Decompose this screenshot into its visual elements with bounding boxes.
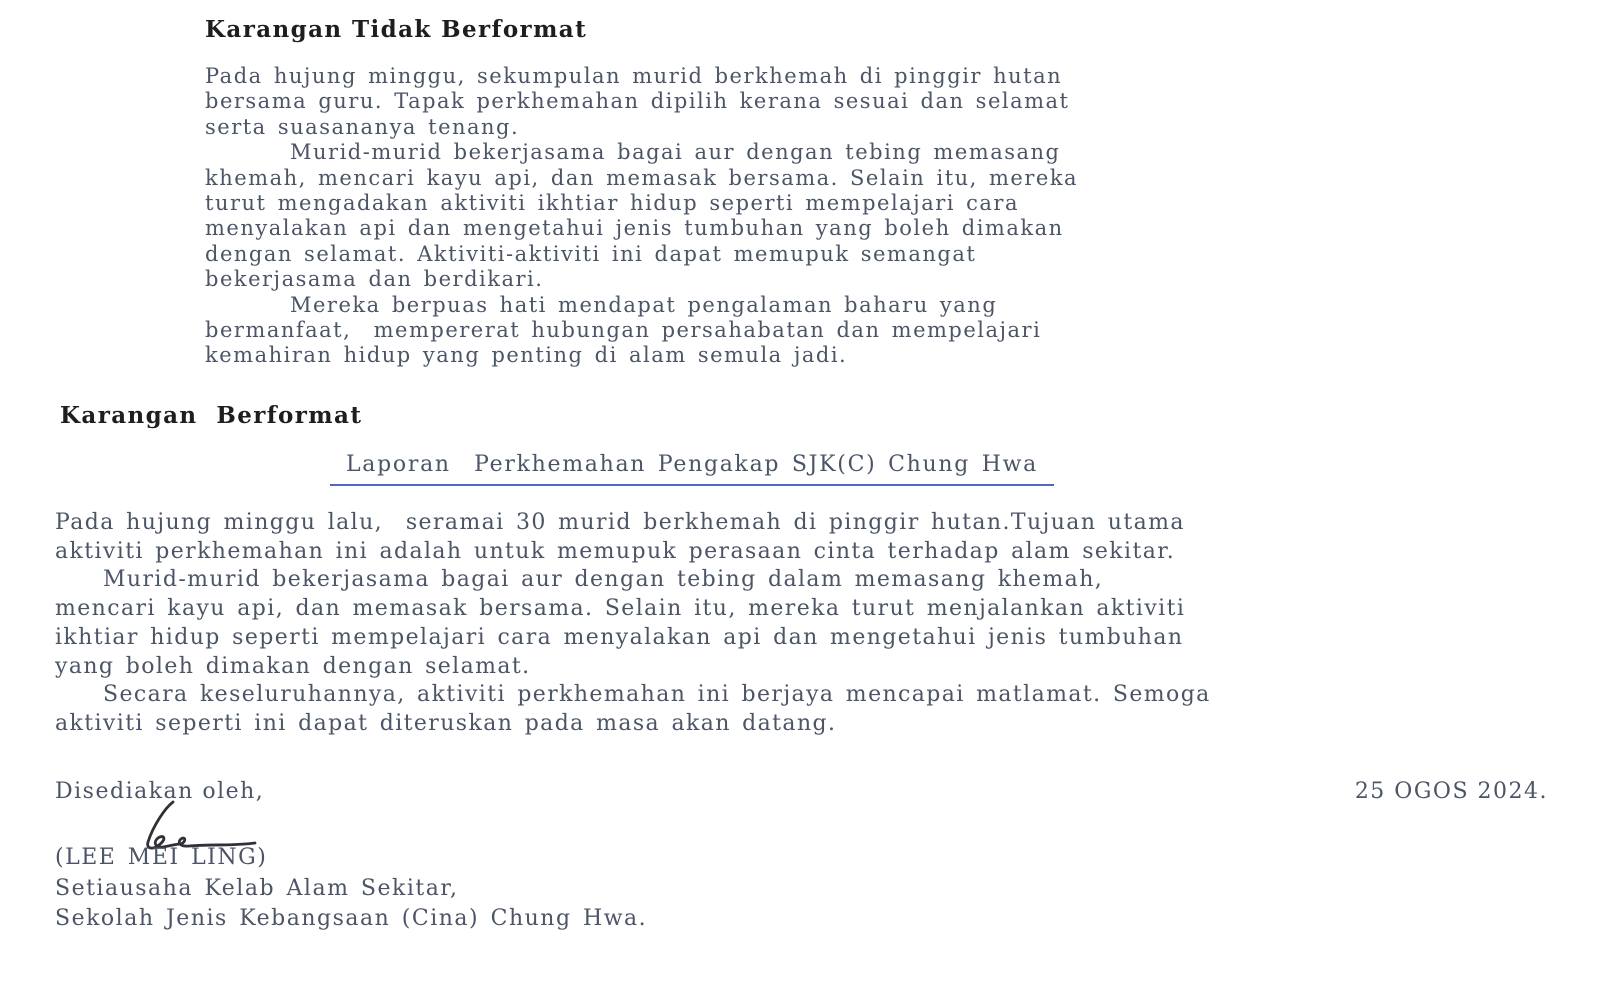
signatory-school: Sekolah Jenis Kebangsaan (Cina) Chung Hwa. [55,906,648,932]
text-line: yang boleh dimakan dengan selamat. [55,653,531,679]
report-title-underlined: Laporan Perkhemahan Pengakap SJK(C) Chung Hwa [330,452,1054,486]
text-line: turut mengadakan aktiviti ikhtiar hidup seperti mempelajari cara [205,191,1019,216]
text-line: Pada hujung minggu, sekumpulan murid berkhemah di pinggir hutan [205,64,1063,88]
formatted-section-heading: Karangan Berformat [60,402,363,429]
text-line: Murid-murid bekerjasama bagai aur dengan tebing dalam memasang khemah, [103,567,1104,593]
text-line: Pada hujung minggu lalu, seramai 30 murid berkhemah di pinggir hutan.Tujuan utama [55,510,1185,535]
signatory-role: Setiausaha Kelab Alam Sekitar, [55,875,459,901]
text-line: menyalakan api dan mengetahui jenis tumbuhan yang boleh dimakan [205,216,1064,241]
signoff-block [55,843,647,935]
text-line: dengan selamat. Aktiviti-aktiviti ini dapat memupuk semangat [205,241,977,266]
formatted-essay-text [55,509,1555,739]
report-date: 25 OGOS 2024. [1354,779,1548,804]
text-line: khemah, mencari kayu api, dan memasak bersama. Selain itu, mereka [205,165,1079,190]
text-line: Murid-murid bekerjasama bagai aur dengan tebing memasang [290,140,1061,165]
unformatted-essay-text [205,64,1425,369]
text-line: aktiviti seperti ini dapat diteruskan pada masa akan datang. [55,710,837,736]
text-line: bermanfaat, mempererat hubungan persahabatan dan mempelajari [205,318,1042,343]
text-line: serta suasananya tenang. [205,114,520,139]
text-line: mencari kayu api, dan memasak bersama. Selain itu, mereka turut menjalankan aktiviti [55,596,1186,622]
signatory-name: (LEE MEI LING) [55,845,268,870]
text-line: Mereka berpuas hati mendapat pengalaman baharu yang [290,292,998,317]
text-line: aktiviti perkhemahan ini adalah untuk memupuk perasaan cinta terhadap alam sekitar. [55,538,1176,564]
text-line: kemahiran hidup yang penting di alam semula jadi. [205,343,848,368]
text-line: ikhtiar hidup seperti mempelajari cara menyalakan api dan mengetahui jenis tumbuhan [55,624,1184,650]
text-line: Secara keseluruhannya, aktiviti perkhemahan ini berjaya mencapai matlamat. Semoga [103,682,1211,708]
text-line: bekerjasama dan berdikari. [205,267,544,292]
prepared-by-label: Disediakan oleh, [55,779,265,804]
text-line: bersama guru. Tapak perkhemahan dipilih kerana sesuai dan selamat [205,89,1070,114]
unformatted-section-heading: Karangan Tidak Berformat [205,16,588,43]
